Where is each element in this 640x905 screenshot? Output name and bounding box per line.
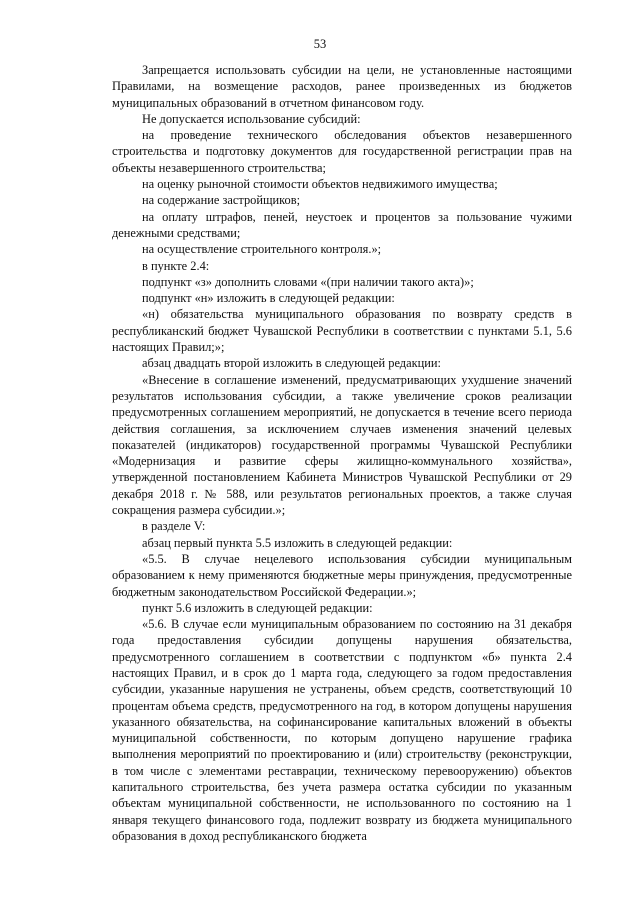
paragraph-item-penalties: на оплату штрафов, пеней, неустоек и процентов за пользование чужими денежными средствами; xyxy=(112,209,572,240)
paragraph-item-maintenance: на содержание застройщиков; xyxy=(142,193,301,208)
paragraph-item-survey: на проведение технического обследования объектов незавершенного строительства и подготовку документов для государственной регистрации прав на объекты незавершенного строительства; xyxy=(112,128,572,175)
paragraph-abzac-22: абзац двадцать второй изложить в следующей редакции: xyxy=(142,356,441,371)
paragraph-prohibition: Запрещается использовать субсидии на цели, не установленные настоящими Правилами, на возмещение расходов, ранее произведенных из бюджетов муниципальных образований в отчетном финансовом году. xyxy=(112,63,572,110)
document-body xyxy=(112,62,572,844)
paragraph-not-allowed: Не допускается использование субсидий: xyxy=(142,111,361,126)
paragraph-amendments: «Внесение в соглашение изменений, предусматривающих ухудшение значений результатов использования субсидии, а также увеличение сроков реализации предусмотренных соглашением мероприятий, не допускается в течение всего периода действия соглашения, за исключением случаев изменения значений целевых показателей (индикаторов) государственной программы Чувашской Республики «Модернизация и развитие сферы жилищно-коммунального хозяйства», утвержденной постановлением Кабинета Министров Чувашской Республики от 29 декабря 2018 г. № 588, или результатов региональных проектов, а также случая сокращения размера субсидии.»; xyxy=(112,372,572,518)
paragraph-item-valuation: на оценку рыночной стоимости объектов недвижимого имущества; xyxy=(142,177,498,192)
paragraph-clause-5-6-intro: пункт 5.6 изложить в следующей редакции: xyxy=(142,600,373,615)
paragraph-clause-5-6-text: «5.6. В случае если муниципальным образованием по состоянию на 31 декабря года предоставления субсидии допущены нарушения обязательства, предусмотренного соглашением в соответствии с подпунктом «б» пункта 2.4 настоящих Правил, и в срок до 1 марта года, следующего за годом предоставления субсидии, указанные нарушения не устранены, объем средств, соответствующий 10 процентам объема средств, предусмотренного на год, в котором допущены нарушения указанного обязательства, на софинансирование капитальных вложений в объекты муниципальной собственности, по которым допущено нарушение графика выполнения мероприятий по проектированию и (или) строительству (реконструкции, в том числе с элементами реставрации, техническому перевооружению) объектов капитального строительства, без учета размера остатка субсидии по указанным объектам муниципальной собственности, не использованного по состоянию на 1 января текущего финансового года, подлежит возврату из бюджета муниципального образования в доход республиканского бюджета xyxy=(112,617,572,843)
paragraph-item-control: на осуществление строительного контроля.»; xyxy=(142,242,382,257)
paragraph-clause-5-5-text: «5.5. В случае нецелевого использования субсидии муниципальным образованием к нему применяются бюджетные меры принуждения, предусмотренные бюджетным законодательством Российской Федерации.»; xyxy=(112,551,572,599)
paragraph-section-v: в разделе V: xyxy=(142,519,206,534)
paragraph-clause-5-5-intro: абзац первый пункта 5.5 изложить в следующей редакции: xyxy=(142,535,453,550)
paragraph-subclause-z: подпункт «з» дополнить словами «(при наличии такого акта)»; xyxy=(142,274,474,289)
paragraph-subclause-n-text: «н) обязательства муниципального образования по возврату средств в республиканский бюджет Чувашской Республики в соответствии с пунктами 5.1, 5.6 настоящих Правил;»; xyxy=(112,307,572,355)
page-number: 53 xyxy=(313,37,327,51)
paragraph-clause-2-4: в пункте 2.4: xyxy=(142,258,210,273)
paragraph-subclause-n: подпункт «н» изложить в следующей редакции: xyxy=(142,291,395,306)
